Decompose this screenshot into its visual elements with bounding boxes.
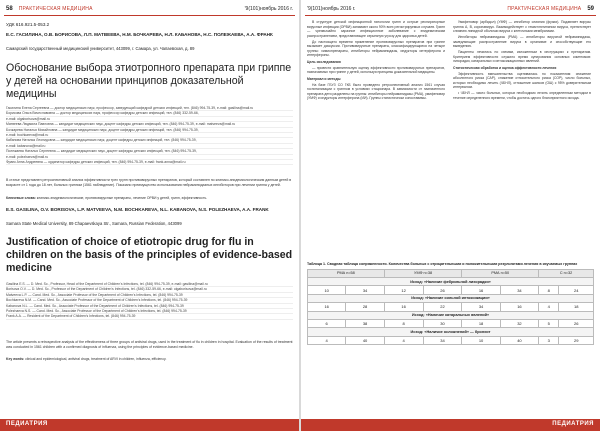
table-caption: Таблица 1. Сводная таблица сопряженности. Количества больных с отрицательными и положительными результатами лечения в изучаемых группах [307,262,578,266]
header-rule [305,15,596,16]
table-cell: 34 [346,286,384,294]
table-cell: 34 [423,336,462,344]
paragraph: До настоящего времени применение противовирусных препаратов при гриппе вызывает дискуссии. Противовирусные препараты, классифицирующиеся на четыре группы: химиопрепараты, ингибиторы нейраминидазы, индукторы интерферона и интерфероны. [307,39,445,57]
text-column-right [453,20,591,102]
table-group-label: Исход: «Наличие катаральных явлений» [308,311,594,319]
table-group-label: Исход: «Наличие сильной интоксикации» [308,294,594,302]
journal-name: ПРАКТИЧЕСКАЯ МЕДИЦИНА [507,6,582,12]
left-footer [0,419,299,431]
table-cell: 32 [500,319,538,327]
table-group-row [308,277,594,285]
abstract-ru: В статье представлен ретроспективный анализ эффективности трех групп противовирусных препаратов, который составлен по клинико-эпидемиологическим данным детей в возрасте от 1 года до 18 лет, больных гриппом (1561 наблюдение). Показано преимущество использования нейраминидазных ингибиторов при лечении гриппа у детей. [6,178,292,187]
table-cell: 4 [308,336,346,344]
author-info-line: Матвеева Людмила Павловна — кандидат медицинских наук, доцент кафедры детских инфекций, тел. (846) 994-75-39, e-mail: matveeva@mail.ru [6,122,293,127]
table-cell: 16 [384,303,423,311]
udc-code: УДК 616.921.5-053.2 [6,22,50,27]
table-cell: 40 [346,336,384,344]
table-cell: 5 [539,319,559,327]
keywords-en [6,357,293,361]
table-cell: 10 [308,286,346,294]
table-cell: 10 [462,336,500,344]
table-cell: 4 [384,336,423,344]
author-info-line: Polezhaeva N.S. — Cand. Med. Sc., Associate Professor of the Department of Children's Infections, tel. (846) 994-75-39 [6,309,293,314]
header-rule [4,15,295,16]
section-label: ПЕДИАТРИЯ [552,421,594,427]
abstract-en: The article presents a retrospective analysis of the effectiveness of three groups of antiviral drugs, used in the treatment of flu in children in hospital. Evaluation of the results of treatment was conducted in 1561 children with a confirmed diagnosis of influenza, using the principles of evidence-based medicine. [6,340,293,349]
table-cell: 8 [384,319,423,327]
table-cell: 34 [500,286,538,294]
paragraph: Эффективность вмешательства оценивалась по показателям: снижение абсолютного риска (САР), снижение относительного риска (СОР), число больных, которых необходимо лечить (ЧБНЛ), отношение шансов (ОШ) с 95% доверительным интервалом. [453,71,591,89]
table-row [308,286,594,294]
table-header-cell: РМА n=50 [462,269,539,277]
author-info-line: Matveeva L.P. — Cand. Med. Sc., Associate Professor of the Department of Children's Infections, tel. (846) 994-75-39 [6,293,293,298]
paragraph: — провести сравнительную оценку эффективности противовирусных препаратов, назначаемых при гриппе у детей, используя принципы доказательной медицины. [307,65,445,74]
left-page [0,0,299,431]
subheading: Статистическая обработка и оценка эффективности лечения [453,65,557,70]
author-info-line: Гасилина Елена Сергеевна — доктор медицинских наук, профессор, заведующий кафедрой детских инфекций, тел. (846) 994-75-39, e-mail: gasilina@mail.ru [6,106,293,111]
table-group-row [308,328,594,336]
right-page-header [301,4,600,14]
issue-label: '9(101)ноябрь 2016 г. [307,6,356,12]
author-info-line: Борисова Ольга Вячеславовна — доктор медицинских наук, профессор кафедры детских инфекций, тел. (846) 332-59-66, [6,111,293,116]
table-cell: 3 [539,336,559,344]
table-cell: 26 [423,286,462,294]
paragraph: В структуре детской инфекционной патологии грипп и острые респираторные вирусные инфекции (ОРВИ) занимают около 90% всех регистрируемых случаев. Грипп — чрезвычайно заразное инфекционное заболевание с эпидемическим распространением, представляющее серьезную угрозу для здоровья детей. [307,20,445,38]
paragraph: Умифеновир (арбидол) (УМФ) — ингибитор слияния (фузии). Подавляет вирусы гриппа А, В, коронавирус. Взаимодействует с гемагглютинином вируса, препятствует слиянию липидной оболочки вируса с клеточными мембранами. [453,20,591,33]
table-header-cell: С n=32 [539,269,594,277]
journal-name: ПРАКТИЧЕСКАЯ МЕДИЦИНА [18,6,93,12]
table-cell: 16 [308,303,346,311]
author-info-line: Borisova O.V. — D. Med. Sc., Professor of the Department of Children's Infections, tel. (846) 332-59-66, e-mail: olgaborisova@mail.ru [6,287,293,292]
table-row [308,336,594,344]
contingency-table-block [307,262,594,345]
table-row [308,303,594,311]
page-number: 59 [587,6,594,12]
right-page [301,0,600,431]
subheading: Цель исследования [307,59,341,64]
table-cell: 34 [462,303,500,311]
affiliation-en: Samara State Medical University, 89 Chapaevskaya Str., Samara, Russian Federation, 443099 [6,221,182,226]
table-cell: 6 [308,319,346,327]
table-cell: 16 [462,286,500,294]
table-header-cell: УМФ n=38 [384,269,462,277]
contingency-table [307,269,594,346]
left-page-header [0,4,299,14]
table-header-row [308,269,594,277]
table-header-cell: РМА n=58 [308,269,385,277]
keywords-text: clinical and epidemiological, antiviral drugs, treatment of ARVI in children, influenza, efficiency. [25,357,167,361]
table-cell: 16 [500,303,538,311]
table-cell: 22 [423,303,462,311]
table-group-label: Исход: «Наличие фебрильной лихорадки» [308,277,594,285]
affiliation-ru: Самарский государственный медицинский университет, 443099, г. Самара, ул. Чапаевская, д. 89 [6,46,195,51]
right-footer [301,419,600,431]
table-cell: 12 [384,286,423,294]
table-cell: 40 [500,336,538,344]
table-row [308,319,594,327]
author-info-en [6,282,293,320]
table-cell: 38 [346,319,384,327]
author-info-line: Frank A.A. — Resident of the Department of Children's Infections, tel. (846) 994-75-39 [6,314,293,319]
table-group-label: Исход: «Наличие осложнений» — бронхит [308,328,594,336]
paragraph: На базе ГБУЗ СО ГКБ было проведено ретроспективный анализ 1561 случая госпитализации с гриппом в условиях стационара. В зависимости от назначенного препарата дети разделены на группы: ингибиторы нейраминидазы (РМА), умифеновир (УМФ) и индукторы интерферона (ИИ). Группы статистически сопоставимы. [307,82,445,100]
keywords-text: клинико-эпидемиологические, противовирусные препараты, лечение ОРВИ у детей, грипп, эффективность. [36,196,208,200]
article-title-en: Justification of choice of etiotropic drug for flu in children on the basis of the principles of evidence-based medicine [6,236,293,275]
table-cell: 26 [559,319,594,327]
table-cell: 18 [559,303,594,311]
author-info-line: Бочкарева Наталья Михайловна — кандидат медицинских наук, доцент кафедры детских инфекций, тел. (846) 994-75-39, [6,128,293,133]
author-info-line: Kabanova N.L. — Cand. Med. Sc., Associate Professor of the Department of Children's Infections, tel. (846) 994-75-39 [6,304,293,309]
table-cell: 8 [539,286,559,294]
paragraph: • ЧБНЛ — число больных, которых необходимо лечить определенным методом в течение определенного времени, чтобы достичь одного благоприятного исхода. [453,91,591,100]
authors-ru: Е.С. ГАСИЛИНА, О.В. БОРИСОВА, Л.П. МАТВЕЕВА, Н.М. БОЧКАРЕВА, Н.Л. КАБАНОВА, Н.С. ПОЛЕЖАЕВА, А.А. ФРАНК [6,32,273,37]
paragraph: Пациенты лечились по схемам, изложенным в инструкциях к препаратам. Критерием эффективности служило время купирования основных симптомов: лихорадки, катаральных и интоксикационных явлений. [453,50,591,63]
author-info-line: Gasilina E.S. — D. Med. Sc., Professor, Head of the Department of Children's Infections, tel. (846) 994-75-39, e-mail: gasilina@mail.ru [6,282,293,287]
text-column-left [307,20,445,102]
author-info-line: Франк Анна Андреевна — ординатор кафедры детских инфекций, тел. (846) 994-75-39, e-mail: frank.anna@mail.ru [6,160,293,165]
table-cell: 24 [559,286,594,294]
author-info-ru [6,106,293,165]
authors-en: E.S. GASILINA, O.V. BORISOVA, L.P. MATVEEVA, N.M. BOCHKAREVA, N.L. KABANOVA, N.S. POLEZHAEVA, A.A. FRANK [6,207,269,212]
keywords-label: Key words: [6,357,25,361]
table-group-row [308,294,594,302]
section-label: ПЕДИАТРИЯ [6,421,48,427]
author-info-line: e-mail: olgaborisova@mail.ru [6,117,293,122]
author-info-line: Bochkareva N.M. — Cand. Med. Sc., Associate Professor of the Department of Children's Infections, tel. (846) 994-75-39 [6,298,293,303]
article-title-ru: Обоснование выбора этиотропного препарата при гриппе у детей на основании принципов доказательной медицины [6,62,292,101]
keywords-ru [6,196,293,200]
table-cell: 29 [559,336,594,344]
author-info-line: e-mail: bochkareva@mail.ru [6,133,293,138]
page-number: 58 [6,6,13,12]
issue-label: '9(101)ноябрь 2016 г. [244,6,293,12]
subheading: Материал и методы [307,76,341,81]
table-cell: 28 [346,303,384,311]
author-info-line: Полежаева Наталья Сергеевна — кандидат медицинских наук, доцент кафедры детских инфекций, тел. (846) 994-75-39, [6,149,293,154]
keywords-label: Ключевые слова: [6,196,36,200]
table-cell: 18 [462,319,500,327]
paragraph: Ингибиторы нейраминидазы (РМА) — ингибиторы вирусной нейраминидазы, замедляющие распространение вируса в организме и способствующие его выведению. [453,35,591,48]
author-info-line: Кабанова Наталья Леонидовна — кандидат медицинских наук, доцент кафедры детских инфекций, тел. (846) 994-75-39, [6,138,293,143]
table-cell: 30 [423,319,462,327]
author-info-line: e-mail: kabanova@mail.ru [6,144,293,149]
table-cell: 4 [539,303,559,311]
author-info-line: e-mail: polezhaeva@mail.ru [6,155,293,160]
table-group-row [308,311,594,319]
